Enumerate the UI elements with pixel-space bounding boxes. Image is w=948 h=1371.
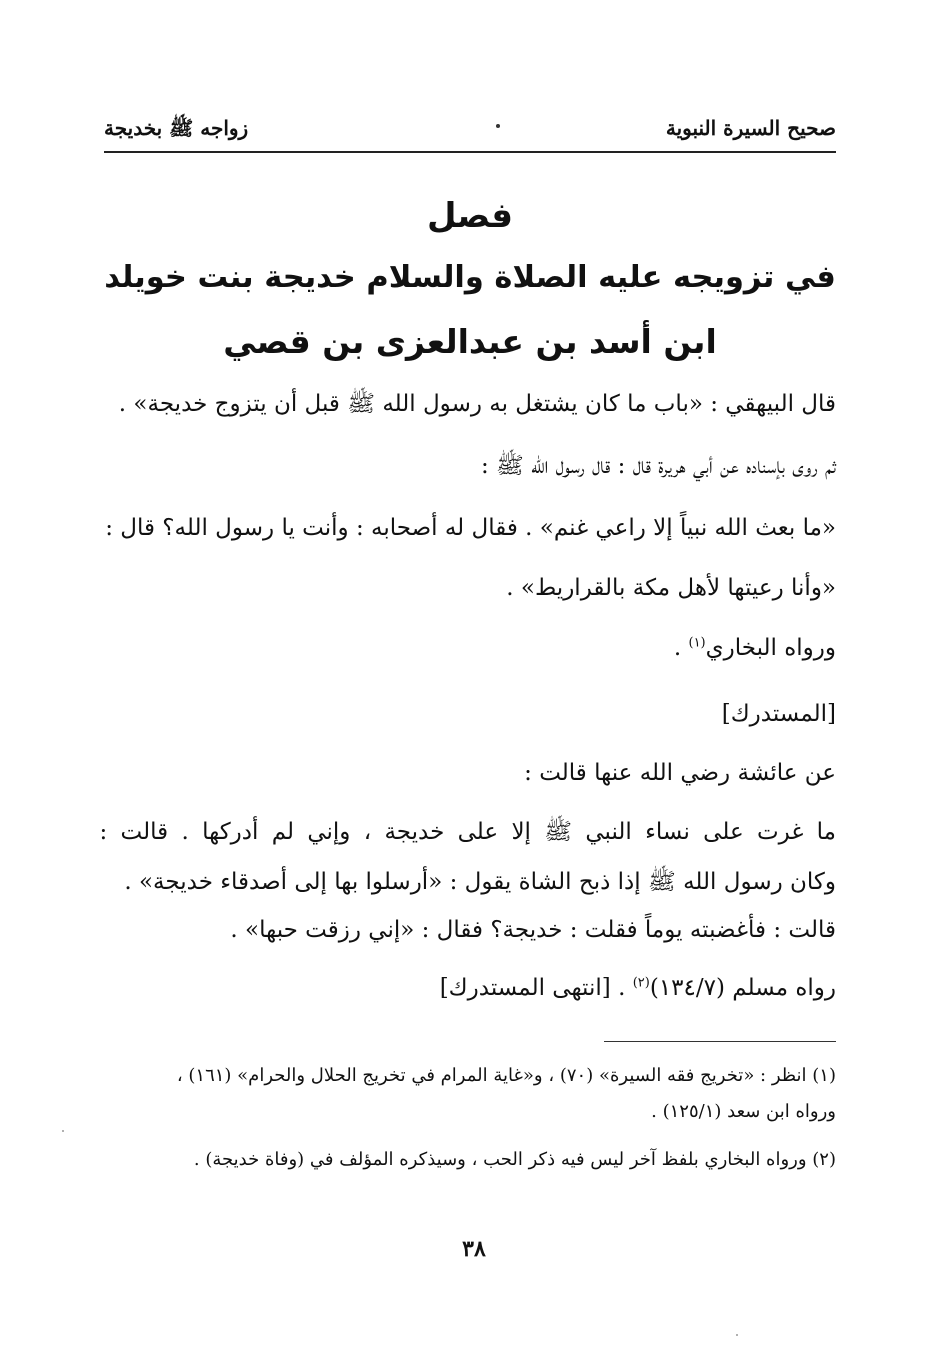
body-line-10: قالت : فأغضبته يوماً فقلت : خديجة؟ فقال : «إني رزقت حبها» .: [230, 917, 836, 943]
footnote-1-line-2: ورواه ابن سعد (١٢٥/١) .: [651, 1101, 836, 1122]
body-line-9: وكان رسول الله ﷺ إذا ذبح الشاة يقول : «أرسلوا بها إلى أصدقاء خديجة» .: [124, 869, 836, 895]
page-number: ٣٨: [462, 1236, 486, 1262]
body-line-4: «وأنا رعيتها لأهل مكة بالقراريط» .: [506, 575, 836, 601]
body-line-5-end: .: [673, 635, 689, 661]
chapter-heading: فصل: [426, 196, 514, 236]
body-line-7: عن عائشة رضي الله عنها قالت :: [524, 760, 836, 786]
body-line-3: «ما بعث الله نبياً إلا راعي غنم» . فقال له أصحابه : وأنت يا رسول الله؟ قال :: [105, 515, 836, 541]
footnote-ref-2: (٢): [632, 975, 650, 991]
body-line-5: [96, 634, 836, 664]
header-rule: [104, 151, 836, 153]
footnote-separator: [604, 1041, 836, 1042]
header-dot: [496, 124, 500, 128]
body-line-5-text: ورواه البخاري: [705, 635, 836, 661]
footnote-ref-1: (١): [688, 635, 706, 651]
chapter-title-line-1: في تزويجه عليه الصلاة والسلام خديجة بنت خويلد: [104, 260, 836, 295]
header-book-title: صحيح السيرة النبوية: [665, 116, 836, 140]
body-line-11-text: رواه مسلم (١٣٤/٧): [649, 975, 836, 1001]
mustadrak-label: [المستدرك]: [721, 701, 836, 727]
body-line-11-end: . [انتهى المستدرك]: [439, 975, 633, 1001]
chapter-title-line-2: ابن أسد بن عبدالعزى بن قصي: [223, 322, 717, 361]
footnote-2: (٢) ورواه البخاري بلفظ آخر ليس فيه ذكر الحب ، وسيذكره المؤلف في (وفاة خديجة) .: [193, 1149, 836, 1170]
running-header: [104, 116, 836, 150]
footnote-1-line-1: (١) انظر : «تخريج فقه السيرة» (٧٠) ، و«غاية المرام في تخريج الحلال والحرام» (١٦١) ،: [176, 1065, 836, 1086]
body-line-1: قال البيهقي : «باب ما كان يشتغل به رسول الله ﷺ قبل أن يتزوج خديجة» .: [118, 391, 836, 417]
body-line-11: [96, 974, 836, 1004]
scan-speck: [62, 1130, 64, 1132]
body-line-2: ثم روى بإسناده عن أبي هريرة قال : قال رسول الله ﷺ :: [480, 453, 836, 479]
header-section-title: زواجه ﷺ بخديجة: [104, 116, 249, 140]
body-line-8: ما غرت على نساء النبي ﷺ إلا على خديجة ، وإني لم أدركها . قالت :: [99, 819, 836, 845]
scan-speck: [736, 1334, 738, 1336]
